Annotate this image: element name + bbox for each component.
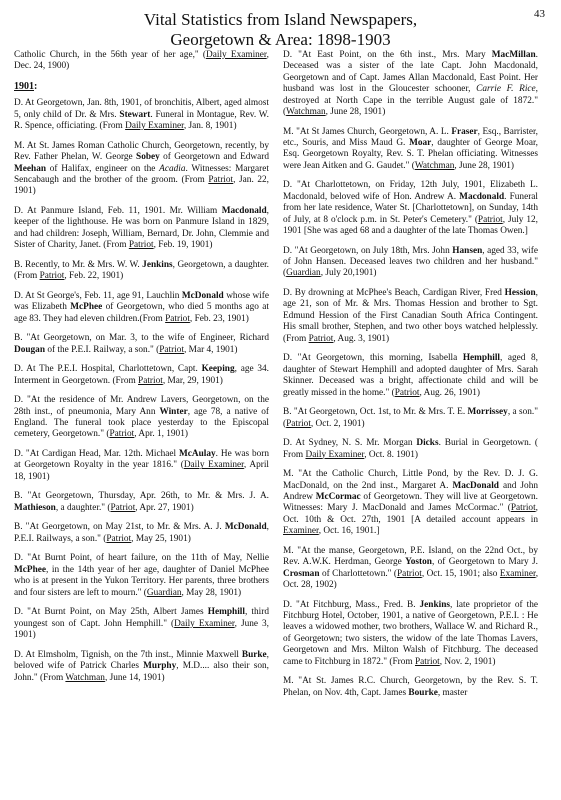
entry-text: , Jan. 8, 1901) bbox=[183, 121, 237, 132]
entry-text: of Halifax, engineer on the bbox=[46, 163, 160, 174]
surname: Hansen bbox=[452, 245, 483, 256]
ship-name: Acadia bbox=[159, 163, 186, 174]
entry-text: , April 18, 1901) bbox=[14, 460, 269, 482]
vital-record-entry bbox=[283, 180, 538, 237]
surname: Jenkins bbox=[419, 599, 451, 610]
year-heading bbox=[14, 81, 269, 92]
source-name: Patriot bbox=[110, 502, 136, 513]
surname: Bourke bbox=[408, 687, 438, 698]
surname: Jenkins bbox=[142, 259, 173, 270]
entry-text: , destroyed at North Cape in the terrible August gale of 1872." ( bbox=[283, 84, 538, 118]
source-name: Watchman bbox=[414, 160, 455, 171]
source-name: Patriot bbox=[510, 503, 536, 514]
source-name: Daily Examiner bbox=[125, 121, 184, 132]
entry-text: D. "At Charlottetown, on Friday, 12th July, 1901, Elizabeth L. Macdonald, beloved wife of Hon. Andrew A. bbox=[283, 180, 538, 202]
surname: Hemphill bbox=[207, 607, 245, 618]
surname: MacMillan bbox=[491, 50, 536, 60]
surname: Keeping bbox=[201, 364, 235, 375]
surname: Macdonald bbox=[221, 206, 267, 217]
surname: Meehan bbox=[14, 163, 47, 174]
vital-record-entry bbox=[283, 469, 538, 537]
entry-text: D. "At Burnt Point, of heart failure, on the 11th of May, Nellie bbox=[14, 553, 269, 564]
entry-text: M. "At the Catholic Church, Little Pond, by the Rev. D. J. G. MacDonald, on the 2nd inst., Margaret A. bbox=[283, 469, 538, 491]
entry-text: B. "At Georgetown, on May 21st, to Mr. & Mrs. A. J. bbox=[14, 522, 225, 533]
entry-text: . Deceased was a sister of the late Capt. John Macdonald, Georgetown and of Capt. James Allan Macdonald, East Point. Her husband was lost in the Gloucester schooner, bbox=[283, 50, 538, 95]
surname: Macdonald bbox=[459, 191, 505, 202]
entry-text: B. Recently, to Mr. & Mrs. W. W. bbox=[14, 259, 143, 270]
entry-text: , Aug. 26, 1901) bbox=[419, 387, 480, 398]
vital-record-entry bbox=[283, 246, 538, 280]
vital-record-entry bbox=[14, 50, 269, 73]
source-name: Examiner bbox=[283, 526, 319, 537]
entry-text: . Burial in Georgetown. ( From bbox=[283, 438, 538, 460]
entry-text: D. At Panmure Island, Feb. 11, 1901. Mr. William bbox=[14, 206, 222, 217]
page-title-line-2: Georgetown & Area: 1898-1903 bbox=[170, 30, 391, 49]
entry-text: D. At Elmsholm, Tignish, on the 7th inst., Minnie Maxwell bbox=[14, 649, 242, 660]
entry-text: , Oct. 8. 1901) bbox=[364, 449, 418, 460]
vital-record-entry bbox=[14, 491, 269, 514]
source-name: Patriot bbox=[159, 344, 185, 355]
entry-text: , June 28, 1901) bbox=[454, 160, 515, 171]
vital-record-entry bbox=[283, 50, 538, 118]
entry-text: of Georgetown, who died 5 months ago at age 83. They had eleven children.(From bbox=[14, 302, 269, 324]
surname: Stewart bbox=[119, 109, 151, 120]
surname: McPhee bbox=[14, 564, 47, 575]
entry-text: , daughter of George Moar, Esq. Georgetown Royalty, Rev. S. T. Phelan officiating. Witnesses were Jean Aitken and G. Gaudet." ( bbox=[283, 138, 538, 171]
entry-text: D. At Georgetown, Jan. 8th, 1901, of bronchitis, Albert, aged almost 5, only child of Dr. & Mrs. bbox=[14, 98, 269, 120]
entry-text: , Nov. 2, 1901) bbox=[439, 656, 496, 667]
surname: MacDonald bbox=[452, 480, 499, 491]
source-name: Patriot bbox=[477, 214, 503, 225]
vital-record-entry bbox=[14, 98, 269, 132]
entry-text: , age 34. Interment in Georgetown. (From bbox=[14, 364, 269, 386]
source-name: Daily Examiner bbox=[305, 449, 365, 460]
source-name: 1901 bbox=[14, 81, 34, 92]
surname: Hession bbox=[504, 288, 536, 299]
entry-text: , of Georgetown to Mary J. bbox=[431, 557, 538, 568]
vital-record-entry bbox=[14, 141, 269, 198]
source-name: Patriot bbox=[138, 375, 163, 386]
entry-text: B. "At Georgetown, Thursday, Apr. 26th, to Mr. & Mrs. J. A. bbox=[14, 491, 269, 502]
vital-record-entry bbox=[283, 127, 538, 173]
surname: Morrissey bbox=[467, 407, 508, 418]
entry-text: D. "At Cardigan Head, Mar. 12th. Michael bbox=[14, 449, 179, 460]
entry-text: , Oct. 28, 1902) bbox=[283, 568, 538, 590]
source-name: Patriot bbox=[394, 387, 420, 398]
vital-record-entry bbox=[14, 260, 269, 283]
entry-text: , a daughter." ( bbox=[55, 502, 111, 513]
surname: Dicks bbox=[416, 438, 439, 449]
entry-text: M. "At the manse, Georgetown, P.E. Island, on the 22nd Oct., by Rev. A.W.K. Herdman, George bbox=[283, 545, 538, 568]
vital-record-entry bbox=[14, 553, 269, 599]
vital-record-entry bbox=[14, 364, 269, 387]
entry-text: , Oct. 10th & Oct. 27th, 1901 [A detailed account appears in bbox=[283, 503, 538, 525]
surname: McCormac bbox=[315, 491, 361, 502]
entry-text: , Feb. 23, 1901) bbox=[189, 313, 249, 324]
entry-text: , July 12, 1901 [She was aged 68 and a daughter of the late Thomas Owen.] bbox=[283, 214, 538, 237]
entry-text: , May 28, 1901) bbox=[181, 587, 242, 598]
entry-text: D. At St George's, Feb. 11, age 91, Lauchlin bbox=[14, 290, 182, 301]
entry-text: , Oct. 16, 1901.] bbox=[318, 526, 380, 537]
page-number: 43 bbox=[534, 8, 545, 20]
surname: Murphy bbox=[143, 661, 177, 672]
surname: McPhee bbox=[70, 302, 103, 313]
entry-text: of Charlottetown." ( bbox=[319, 568, 398, 579]
surname: Burke bbox=[241, 649, 267, 660]
entry-text: , Aug. 3, 1901) bbox=[333, 333, 390, 344]
entry-text: D. "At Georgetown, this morning, Isabella bbox=[283, 353, 463, 364]
source-name: Daily Examiner bbox=[174, 618, 235, 629]
entry-text: M. At St. James Roman Catholic Church, Georgetown, recently, by Rev. Father Phelan, W. George bbox=[14, 140, 269, 163]
entry-text: D. "At Georgetown, on July 18th, Mrs. John bbox=[283, 245, 453, 256]
entry-text: , M.D.... also their son, John." (From bbox=[14, 661, 269, 683]
entry-text: D. At The P.E.I. Hospital, Charlottetown, Capt. bbox=[14, 364, 202, 375]
page-header bbox=[0, 6, 561, 50]
page-title-line-1: Vital Statistics from Island Newspapers, bbox=[143, 10, 418, 29]
source-name: Patriot bbox=[165, 313, 190, 324]
entry-text: , Oct. 15, 1901; also bbox=[421, 568, 500, 579]
entry-text: : bbox=[34, 81, 38, 92]
source-name: Patriot bbox=[106, 533, 132, 544]
entry-text: D. By drowning at McPhee's Beach, Cardigan River, Fred bbox=[283, 288, 505, 299]
entry-text: , June 28, 1901) bbox=[325, 107, 386, 118]
source-name: Patriot bbox=[39, 271, 65, 282]
right-column bbox=[283, 50, 538, 798]
vital-record-entry bbox=[283, 438, 538, 461]
entry-text: , beloved wife of Patrick Charles bbox=[14, 649, 269, 672]
entry-text: , master bbox=[437, 687, 468, 698]
left-column bbox=[14, 50, 269, 798]
entry-text: , Feb. 19, 1901) bbox=[153, 240, 213, 251]
surname: Sobey bbox=[136, 152, 160, 163]
entry-text: , June 14, 1901) bbox=[104, 672, 165, 683]
entry-text: , June 3, 1901) bbox=[14, 618, 269, 641]
entry-text: . He was born at Georgetown Royalty in the year 1816." ( bbox=[14, 449, 269, 471]
entry-text: B. "At Georgetown, Oct. 1st, to Mr. & Mrs. T. E. bbox=[283, 407, 468, 418]
source-name: Examiner bbox=[499, 568, 536, 579]
surname: Winter bbox=[159, 406, 188, 417]
vital-record-entry bbox=[283, 546, 538, 592]
vital-record-entry bbox=[14, 650, 269, 684]
entry-text: of Georgetown and Edward bbox=[159, 152, 269, 163]
entry-text: , Jan. 22, 1901) bbox=[14, 175, 269, 197]
entry-text: Catholic Church, in the 56th year of her age," ( bbox=[14, 50, 207, 60]
surname: McAulay bbox=[179, 449, 216, 460]
entry-text: and John Andrew bbox=[283, 480, 538, 502]
source-name: Patriot bbox=[208, 175, 234, 186]
entry-text: , Georgetown, a daughter. (From bbox=[14, 259, 269, 282]
vital-record-entry bbox=[14, 395, 269, 441]
entry-text: , Feb. 22, 1901) bbox=[64, 271, 124, 282]
entry-text: D. "At East Point, on the 6th inst., Mrs. Mary bbox=[283, 50, 492, 60]
entry-text: , Oct. 2, 1901) bbox=[310, 418, 365, 429]
entry-text: , Apr. 1, 1901) bbox=[134, 429, 188, 440]
entry-text: , late proprietor of the Fitchburg Hotel, October, 1901, a native of Georgetown, P.E.I. : He leaves a widowed mother, two brothers, Wallace W. and Richard R., of Georgetown; two sisters, the widow of the late Thomas Lavers, Georgetown and Mrs. Milton Walsh of Fitchburg. The deceased came to Fitchburg in 1872." (From bbox=[283, 599, 538, 667]
surname: McDonald bbox=[224, 522, 267, 533]
entry-text: D. "At the residence of Mr. Andrew Lavers, Georgetown, on the 28th inst., of pneumonia, Mary Ann bbox=[14, 395, 269, 417]
surname: Crosman bbox=[283, 568, 320, 579]
entry-text: B. "At Georgetown, on Mar. 3, to the wife of Engineer, Richard bbox=[14, 333, 269, 344]
entry-text: D. At Sydney, N. S. Mr. Morgan bbox=[283, 438, 417, 449]
source-name: Daily Examiner bbox=[206, 50, 267, 60]
entry-text: , July 20,1901) bbox=[320, 268, 377, 279]
entry-text: , Esq., Barrister, etc., Souris, and Miss Maud G. bbox=[283, 126, 538, 149]
ship-name: Carrie F. Rice bbox=[476, 84, 536, 95]
entry-text: , a son." ( bbox=[283, 407, 538, 429]
vital-record-entry bbox=[14, 522, 269, 545]
entry-text: , May 25, 1901) bbox=[131, 533, 191, 544]
source-name: Patriot bbox=[109, 429, 135, 440]
entry-text: , P.E.I. Railways, a son." ( bbox=[14, 522, 269, 544]
entry-text: D. "At Fitchburg, Mass., Fred. B. bbox=[283, 599, 420, 610]
entry-text: , keeper of the lighthouse. He was born on Panmure Island in 1829, and had children: Joseph, William, Bernard, Dr. John, Clemmie and Sister of Charity, Janet. (From bbox=[14, 206, 269, 251]
entry-text: M. "At St. James R.C. Church, Georgetown, by the Rev. S. T. Phelan, on Nov. 4th, Capt. James bbox=[283, 676, 538, 698]
surname: Dougan bbox=[14, 344, 46, 355]
source-name: Daily Examiner bbox=[183, 460, 244, 471]
vital-record-entry bbox=[283, 600, 538, 668]
vital-record-entry bbox=[283, 407, 538, 430]
entry-text: , aged 33, wife of John Hansen. Deceased leaves two children and her husband." ( bbox=[283, 245, 538, 279]
source-name: Patriot bbox=[308, 333, 334, 344]
vital-record-entry bbox=[14, 607, 269, 641]
source-name: Guardian bbox=[286, 268, 321, 279]
entry-text: , age 21, son of Mr. & Mrs. Thomas Hession and brother to Sgt. Edmund Hession of the First Canadian South Africa Contingent. His small brother, Stephen, and two other boys watched helplessly. (From bbox=[283, 288, 538, 344]
entry-text: , Mar 4, 1901) bbox=[184, 344, 238, 355]
surname: Yoston bbox=[405, 557, 432, 568]
source-name: Watchman bbox=[65, 672, 105, 683]
source-name: Patriot bbox=[286, 418, 311, 429]
surname: Fraser bbox=[451, 126, 478, 137]
entry-text: of the P.E.I. Railway, a son." ( bbox=[45, 344, 160, 355]
source-name: Patriot bbox=[128, 240, 154, 251]
entry-text: M. "At St James Church, Georgetown, A. L. bbox=[283, 126, 452, 137]
source-name: Patriot bbox=[414, 656, 440, 667]
entry-text: , Apr. 27, 1901) bbox=[135, 502, 194, 513]
entry-text: , aged 8, daughter of Stewart Hemphill and adopted daughter of Mrs. Sarah Skinner. Deceased was a bright, affectionate child and will be greatly missed in the home." ( bbox=[283, 353, 538, 398]
entry-text: , age 78, a native of England. The funeral took place yesterday to the Episcopal cemetery, Georgetown." ( bbox=[14, 406, 269, 440]
entry-text: , Dec. 24, 1900) bbox=[14, 50, 269, 72]
vital-record-entry bbox=[14, 449, 269, 483]
vital-record-entry bbox=[283, 288, 538, 345]
vital-record-entry bbox=[283, 676, 538, 699]
entry-text: of Georgetown. They will live at Georgetown. Witnesses: Mary J. MacDonald and James McCormac." ( bbox=[283, 491, 538, 514]
source-name: Watchman bbox=[286, 107, 326, 118]
entry-text: . Funeral from her late residence, Water St. [Charlottetown], on Sunday, 14th of July, at 8 o'clock p.m. in St. Peter's Cemetery." ( bbox=[283, 191, 538, 225]
surname: Hemphill bbox=[462, 353, 501, 364]
surname: Moar bbox=[409, 138, 432, 149]
entry-text: , in the 14th year of her age, daughter of Daniel McPhee who is at present in the Yukon Territory. Her parents, three brothers and four sisters are left to mourn." ( bbox=[14, 564, 269, 598]
entry-text: . Witnesses: Margaret Sencabaugh and the brother of the groom. (From bbox=[14, 163, 269, 186]
entry-text: . Funeral in Montague, Rev. W. R. Spence, officiating. (From bbox=[14, 109, 269, 132]
entry-text: , third youngest son of Capt. John Hemphill." ( bbox=[14, 607, 269, 629]
entry-text: , Mar, 29, 1901) bbox=[162, 375, 223, 386]
source-name: Guardian bbox=[146, 587, 182, 598]
surname: McDonald bbox=[181, 290, 224, 301]
vital-record-entry bbox=[14, 333, 269, 356]
vital-record-entry bbox=[283, 353, 538, 399]
entry-text: whose wife was Elizabeth bbox=[14, 290, 269, 313]
surname: Mathieson bbox=[14, 502, 56, 513]
vital-record-entry bbox=[14, 291, 269, 325]
vital-record-entry bbox=[14, 206, 269, 252]
source-name: Patriot bbox=[397, 568, 422, 579]
entry-text: D. "At Burnt Point, on May 25th, Albert James bbox=[14, 607, 208, 618]
